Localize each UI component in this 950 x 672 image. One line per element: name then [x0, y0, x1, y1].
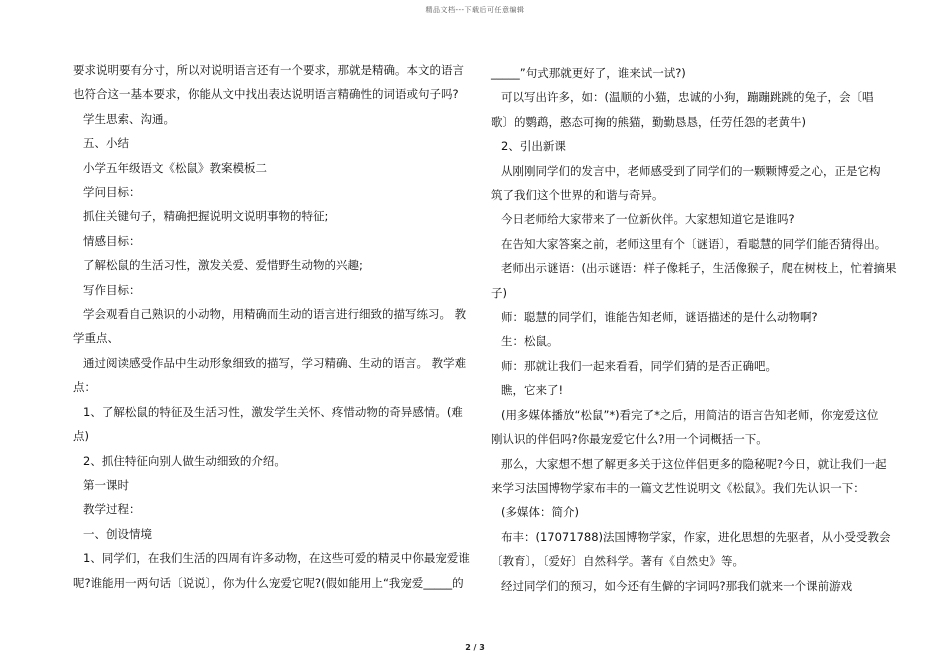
text-line: 布丰：(17071788)法国博物学家，作家，进化思想的先驱者，从小受受教会	[501, 529, 891, 544]
text-line: 老师出示谜语：(出示谜语：样子像耗子，生活像猴子，爬在树枝上，忙着摘果	[501, 261, 897, 276]
right-column	[491, 61, 897, 598]
text-line: 要求说明要有分寸，所以对说明语言还有一个要求，那就是精确。本文的语言	[73, 63, 464, 77]
text-line: 师：聪慧的同学们，谁能告知老师，谜语描述的是什么动物啊?	[501, 310, 818, 325]
text-line: 刚认识的伴侣吗?你最宠爱它什么?用一个词概括一下。	[491, 432, 768, 447]
text-line: 1、了解松鼠的特征及生活习性，激发学生关怀、疼惜动物的奇异感情。(难	[83, 404, 463, 419]
text-line: 〔教育〕，〔爱好〕自然科学。著有《自然史》等。	[491, 554, 744, 569]
text-line: 点)	[73, 429, 89, 444]
text-line: 来学习法国博物学家布丰的一篇文艺性说明文《松鼠》。我们先认识一下：	[491, 480, 865, 495]
text-line: 在告知大家答案之前，老师这里有个〔谜语〕，看聪慧的同学们能否猜得出。	[501, 236, 887, 251]
page-number: 2 / 3	[465, 643, 485, 652]
text-line: 2、引出新课	[501, 139, 566, 154]
text-line: 从刚刚同学们的发言中，老师感受到了同学们的一颗颗博爱之心，正是它构	[501, 163, 881, 178]
text-line: 情感目标：	[83, 233, 141, 248]
text-line: 学重点、	[73, 331, 119, 346]
text-line: 2、抓住特征向别人做生动细致的介绍。	[83, 453, 286, 468]
text-line: 学问目标：	[83, 185, 141, 200]
text-line: (用多媒体播放“松鼠”*)看完了*之后，用简洁的语言告知老师，你宠爱这位	[501, 407, 879, 422]
text-line: 一、创设情境	[83, 526, 152, 541]
text-line: 学会观看自己熟识的小动物，用精确而生动的语言进行细致的描写练习。 教	[83, 307, 467, 322]
text-line: 学生思索、沟通。	[83, 111, 175, 126]
text-line: 生：松鼠。	[501, 334, 559, 349]
text-line: 瞧，它来了!	[501, 383, 564, 398]
text-line: 经过同学们的预习，如今还有生僻的字词吗?那我们就来一个课前游戏	[501, 578, 853, 593]
text-line: 1、同学们，在我们生活的四周有许多动物，在这些可爱的精灵中你最宠爱谁	[83, 551, 470, 566]
text-line: 也符合这一基本要求，你能从文中找出表达说明语言精确性的词语或句子吗?	[73, 87, 459, 102]
text-line: 可以写出许多，如：(温顺的小猫，忠诚的小狗，蹦蹦跳跳的兔子，会〔唱	[501, 90, 874, 105]
text-line: 抓住关键句子，精确把握说明文说明事物的特征;	[83, 209, 329, 224]
text-line: (多媒体：简介)	[501, 505, 579, 520]
text-line: 那么，大家想不想了解更多关于这位伴侣更多的隐秘呢?今日，就让我们一起	[501, 456, 887, 471]
text-line: 五、小结	[83, 136, 129, 151]
text-line: _____”句式那就更好了，谁来试一试?)	[491, 66, 686, 80]
text-line: 第一课时	[83, 477, 129, 492]
text-line: 歌〕的鹦鹉，憨态可掬的熊猫，勤勤恳恳，任劳任怨的老黄牛)	[491, 114, 806, 129]
text-line: 呢?谁能用一两句话〔说说〕，你为什么宠爱它呢?(假如能用上“我宠爱_____的	[73, 575, 464, 590]
page-header: 精品文档---下载后可任意编辑	[425, 6, 525, 14]
text-line: 教学过程：	[83, 502, 141, 517]
text-line: 通过阅读感受作品中生动形象细致的描写，学习精确、生动的语言。 教学难	[83, 355, 467, 370]
text-line: 了解松鼠的生活习性，激发关爱、爱惜野生动物的兴趣;	[83, 258, 363, 273]
text-line: 今日老师给大家带来了一位新伙伴。大家想知道它是谁吗?	[501, 212, 795, 227]
text-line: 点：	[73, 380, 96, 395]
text-line: 子)	[491, 285, 507, 300]
text-line: 师：那就让我们一起来看看，同学们猜的是否正确吧。	[501, 358, 777, 373]
text-line: 小学五年级语文《松鼠》教案模板二	[83, 160, 267, 175]
text-line: 写作目标：	[83, 282, 141, 297]
text-line: 筑了我们这个世界的和谐与奇异。	[491, 188, 664, 203]
left-column	[73, 58, 468, 595]
